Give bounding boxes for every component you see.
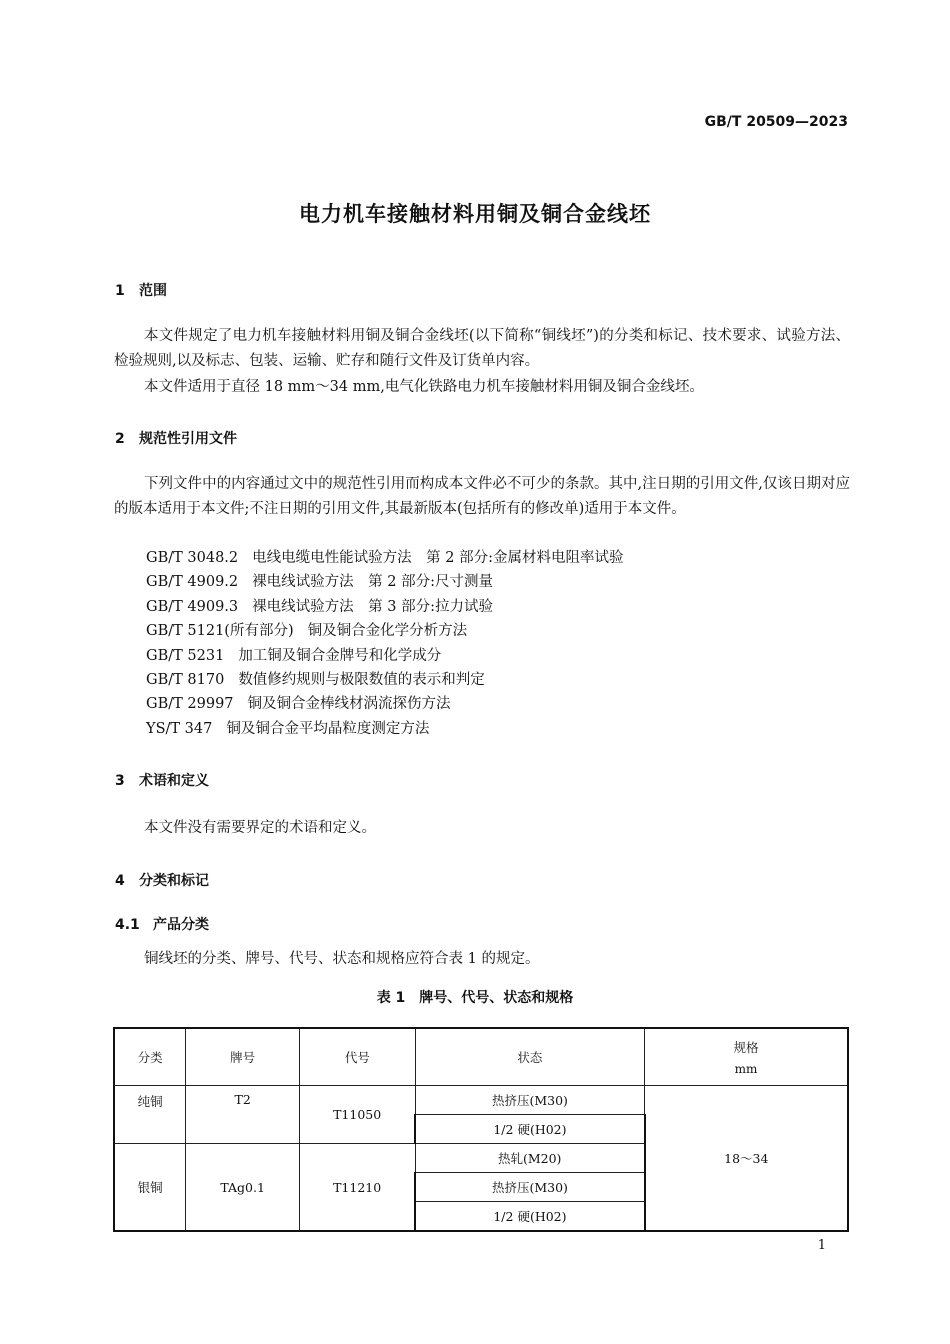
reference-title: 裸电线试验方法 第 3 部分:拉力试验: [252, 598, 493, 615]
section-number: 4: [115, 873, 125, 889]
cell-code: T11050: [300, 1086, 416, 1144]
section-title: 术语和定义: [139, 773, 209, 789]
header-grade: 牌号: [186, 1028, 300, 1086]
reference-item: [146, 692, 623, 716]
section-number: 3: [115, 773, 125, 789]
reference-code: GB/T 8170: [146, 671, 225, 688]
reference-title: 铜及铜合金棒线材涡流探伤方法: [247, 696, 451, 713]
references-intro-paragraph: 下列文件中的内容通过文中的规范性引用而构成本文件必不可少的条款。其中,注日期的引用文件,仅该日期对应的版本适用于本文件;不注日期的引用文件,其最新版本(包括所有的修改单)适用于本文件。: [114, 476, 850, 517]
references-list: [146, 546, 623, 741]
scope-paragraph-1: 本文件规定了电力机车接触材料用铜及铜合金线坯(以下简称“铜线坯”)的分类和标记、技术要求、试验方法、检验规则,以及标志、包装、运输、贮存和随行文件及订货单内容。: [114, 328, 850, 369]
section-1-heading: [115, 280, 167, 300]
cell-state: 1/2 硬(H02): [415, 1202, 644, 1232]
section-title: 分类和标记: [139, 873, 209, 889]
section-4-heading: [115, 870, 209, 890]
reference-item: [146, 546, 623, 570]
header-spec-unit: mm: [734, 1062, 758, 1076]
header-code: 代号: [300, 1028, 416, 1086]
cell-category: 银铜: [114, 1144, 186, 1232]
reference-item: [146, 668, 623, 692]
section-title: 产品分类: [153, 917, 209, 933]
reference-title: 裸电线试验方法 第 2 部分:尺寸测量: [252, 574, 493, 591]
table-header-row: [114, 1028, 848, 1086]
reference-title: 数值修约规则与极限数值的表示和判定: [238, 671, 485, 688]
reference-code: YS/T 347: [146, 720, 213, 737]
reference-code: GB/T 4909.3: [146, 598, 239, 615]
cell-spec: 18～34: [645, 1086, 848, 1232]
section-3-heading: [115, 770, 209, 790]
document-title: 电力机车接触材料用铜及铜合金线坯: [299, 202, 651, 226]
section-number: 1: [115, 283, 125, 299]
terms-paragraph: 本文件没有需要界定的术语和定义。: [144, 820, 376, 836]
reference-item: [146, 619, 623, 643]
section-number: 2: [115, 431, 125, 447]
reference-code: GB/T 5121(所有部分): [146, 623, 294, 640]
cell-grade: TAg0.1: [186, 1144, 300, 1232]
cell-grade: T2: [186, 1086, 300, 1144]
header-spec: [645, 1028, 848, 1086]
reference-item: [146, 717, 623, 741]
header-spec-label: 规格: [733, 1040, 759, 1055]
reference-title: 铜及铜合金平均晶粒度测定方法: [226, 720, 430, 737]
reference-code: GB/T 4909.2: [146, 574, 239, 591]
reference-code: GB/T 3048.2: [146, 550, 239, 566]
cell-state: 1/2 硬(H02): [415, 1115, 644, 1144]
standard-number: GB/T 20509—2023: [704, 114, 848, 130]
reference-item: [146, 570, 623, 594]
section-title: 范围: [139, 283, 167, 299]
scope-paragraph-2: 本文件适用于直径 18 mm～34 mm,电气化铁路电力机车接触材料用铜及铜合金线坯。: [144, 379, 704, 395]
reference-title: 电线电缆电性能试验方法 第 2 部分:金属材料电阻率试验: [252, 550, 624, 566]
classification-paragraph: 铜线坯的分类、牌号、代号、状态和规格应符合表 1 的规定。: [144, 951, 540, 967]
section-4-1-heading: [115, 914, 209, 934]
page-number: 1: [817, 1238, 826, 1253]
reference-item: [146, 595, 623, 619]
cell-state: 热轧(M20): [415, 1144, 644, 1173]
reference-item: [146, 644, 623, 668]
reference-code: GB/T 5231: [146, 647, 225, 664]
reference-title: 铜及铜合金化学分析方法: [307, 623, 468, 640]
cell-state: 热挤压(M30): [415, 1173, 644, 1202]
grades-table: [113, 1027, 849, 1232]
cell-state: 热挤压(M30): [415, 1086, 644, 1115]
table-caption: 表 1 牌号、代号、状态和规格: [376, 990, 574, 1006]
section-title: 规范性引用文件: [139, 431, 237, 447]
reference-code: GB/T 29997: [146, 696, 234, 713]
section-2-heading: [115, 428, 237, 448]
header-category: 分类: [114, 1028, 186, 1086]
reference-title: 加工铜及铜合金牌号和化学成分: [238, 647, 442, 664]
cell-category: 纯铜: [114, 1086, 186, 1144]
header-state: 状态: [415, 1028, 644, 1086]
section-number: 4.1: [115, 917, 140, 933]
table-row: [114, 1086, 848, 1115]
cell-code: T11210: [300, 1144, 416, 1232]
